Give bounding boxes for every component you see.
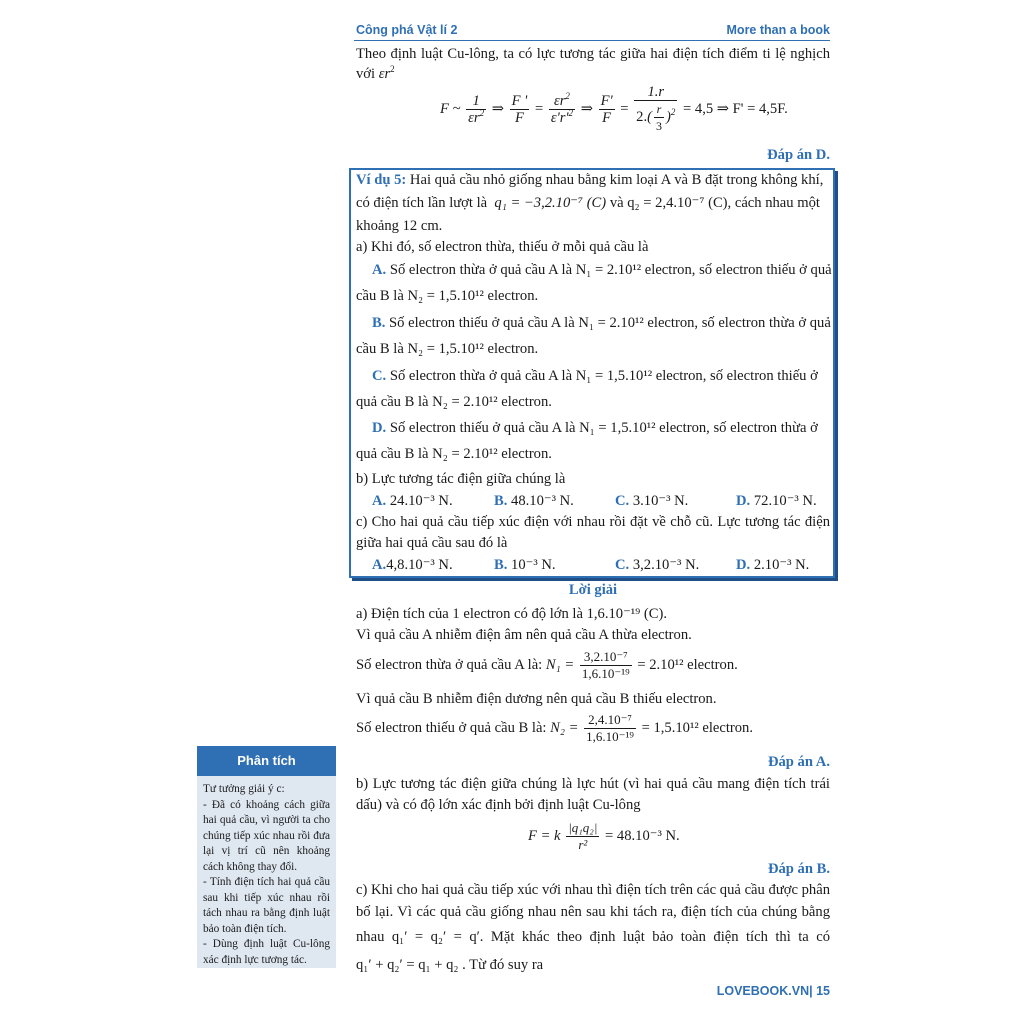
example-part-a: a) Khi đó, số electron thừa, thiếu ở mỗi quả cầu là xyxy=(356,239,649,255)
option-a-line-1: A. Số electron thừa ở quả cầu A là N₁ = 2.10¹² electron, số electron thiếu ở quả xyxy=(372,262,832,278)
example-line-1: Ví dụ 5: Hai quả cầu nhỏ giống nhau bằng kim loại A và B đặt trong không khí, xyxy=(356,172,824,188)
footer-separator: | xyxy=(809,984,813,998)
solution-c-4: q₁′ + q₂′ = q₁ + q₂ . Từ đó suy ra xyxy=(356,957,544,973)
sidebar-title: Phân tích xyxy=(197,746,336,776)
solution-a-3: Số electron thừa ở quả cầu A là: N₁ = $\frac{\text{3,2.10⁻⁷}}{\text{1,6.10⁻¹⁹}}$ = 2.10¹² electron. xyxy=(356,649,738,682)
page-footer xyxy=(717,984,830,998)
book-tagline: More than a book xyxy=(726,23,830,37)
option-b-line-1: B. Số electron thiếu ở quả cầu A là N₁ = 2.10¹² electron, số electron thừa ở quả xyxy=(372,315,831,331)
solution-title: Lời giải xyxy=(568,582,618,598)
solution-b-1: b) Lực tương tác điện giữa chúng là lực hút (vì hai quả cầu mang điện tích trái xyxy=(356,776,830,792)
solution-a-5: Số electron thiếu ở quả cầu B là: N₂ = $\frac{\text{2,4.10⁻⁷}}{\text{1,6.10⁻¹⁹}}$ = 1,5.10¹² electron. xyxy=(356,712,753,745)
solution-c-1: c) Khi cho hai quả cầu tiếp xúc với nhau thì điện tích trên các quả cầu được phân xyxy=(356,882,830,898)
sidebar-body xyxy=(197,776,336,974)
book-title: Công phá Vật lí 2 xyxy=(356,23,458,37)
option-d-line-2: quả cầu B là N₂ = 2.10¹² electron. xyxy=(356,446,552,462)
sidebar-line: - Đã có khoảng cách giữa hai quả cầu, vì người ta cho chúng tiếp xúc nhau rồi đưa lại vị trí cũ nên khoảng cách không thay đổi. xyxy=(203,798,330,873)
intro-line-1: Theo định luật Cu-lông, ta có lực tương tác giữa hai điện tích điểm ti lệ nghịch xyxy=(356,46,830,62)
answer-a: Đáp án A. xyxy=(767,754,830,770)
solution-a-2: Vì quả cầu A nhiễm điện âm nên quả cầu A thừa electron. xyxy=(356,627,692,643)
intro-formula: F ~ $\frac{1}{\varepsilon r^2}$ ⇒ $\frac{F '}{F}$ = $\frac{\varepsilon r^2}{\varepsilon'r'^2}$ ⇒ $\frac{F'}{F}$ = 1.r 2.( $\frac{r}{3}$ )$^2$ = 4,5 ⇒ F' = 4,5F. xyxy=(440,84,788,133)
example-part-c-2: giữa hai quả cầu sau đó là xyxy=(356,535,508,551)
intro-line-2: với $\varepsilon r^2$ xyxy=(356,64,395,82)
footer-site: LOVEBOOK.VN xyxy=(716,984,810,998)
example-line-3: khoảng 12 cm. xyxy=(356,218,443,234)
sidebar-line: - Dùng định luật Cu-lông xác định lực tương tác. xyxy=(203,938,330,966)
solution-b-2: dấu) và có độ lớn xác định bởi định luật Cu-lông xyxy=(356,797,641,813)
option-d-line-1: D. Số electron thiếu ở quả cầu A là N₁ = 1,5.10¹² electron, số electron thừa ở xyxy=(372,420,818,436)
header-rule xyxy=(354,40,830,41)
solution-a-1: a) Điện tích của 1 electron có độ lớn là 1,6.10⁻¹⁹ (C). xyxy=(356,606,667,622)
answer-d: Đáp án D. xyxy=(767,147,830,163)
page-number: 15 xyxy=(816,984,830,998)
option-a-line-2: cầu B là N₂ = 1,5.10¹² electron. xyxy=(356,288,539,304)
sidebar-line: Tư tưởng giải ý c: xyxy=(203,783,285,795)
solution-c-3: nhau q₁′ = q₂′ = q′. Mặt khác theo định luật bảo toàn điện tích thì ta có xyxy=(356,929,830,945)
example-part-c-1: c) Cho hai quả cầu tiếp xúc điện với nhau rồi đặt về chỗ cũ. Lực tương tác điện xyxy=(356,514,830,530)
option-b-line-2: cầu B là N₂ = 1,5.10¹² electron. xyxy=(356,341,539,357)
sidebar-line: - Tính điện tích hai quả cầu sau khi tiếp xúc nhau rồi tách nhau ra bằng định luật bảo toàn điện tích. xyxy=(203,876,330,935)
example-line-2: có điện tích lần lượt là q₁ = −3,2.10⁻⁷ (C) và q₂ = 2,4.10⁻⁷ (C), cách nhau một xyxy=(356,195,820,211)
option-c-line-2: quả cầu B là N₂ = 2.10¹² electron. xyxy=(356,394,552,410)
answer-b: Đáp án B. xyxy=(767,861,830,877)
analysis-sidebar xyxy=(197,746,336,968)
example-part-b: b) Lực tương tác điện giữa chúng là xyxy=(356,471,566,487)
solution-c-2: bố lại. Vì các quả cầu giống nhau nên sau khi tách ra, điện tích của chúng bằng xyxy=(356,904,830,920)
option-c-line-1: C. Số electron thừa ở quả cầu A là N₁ = 1,5.10¹² electron, số electron thiếu ở xyxy=(372,368,818,384)
solution-a-4: Vì quả cầu B nhiễm điện dương nên quả cầu B thiếu electron. xyxy=(356,691,717,707)
solution-b-formula: F = k $\frac{\text{|q₁q₂|}}{\text{r²}}$ = 48.10⁻³ N. xyxy=(528,820,680,853)
